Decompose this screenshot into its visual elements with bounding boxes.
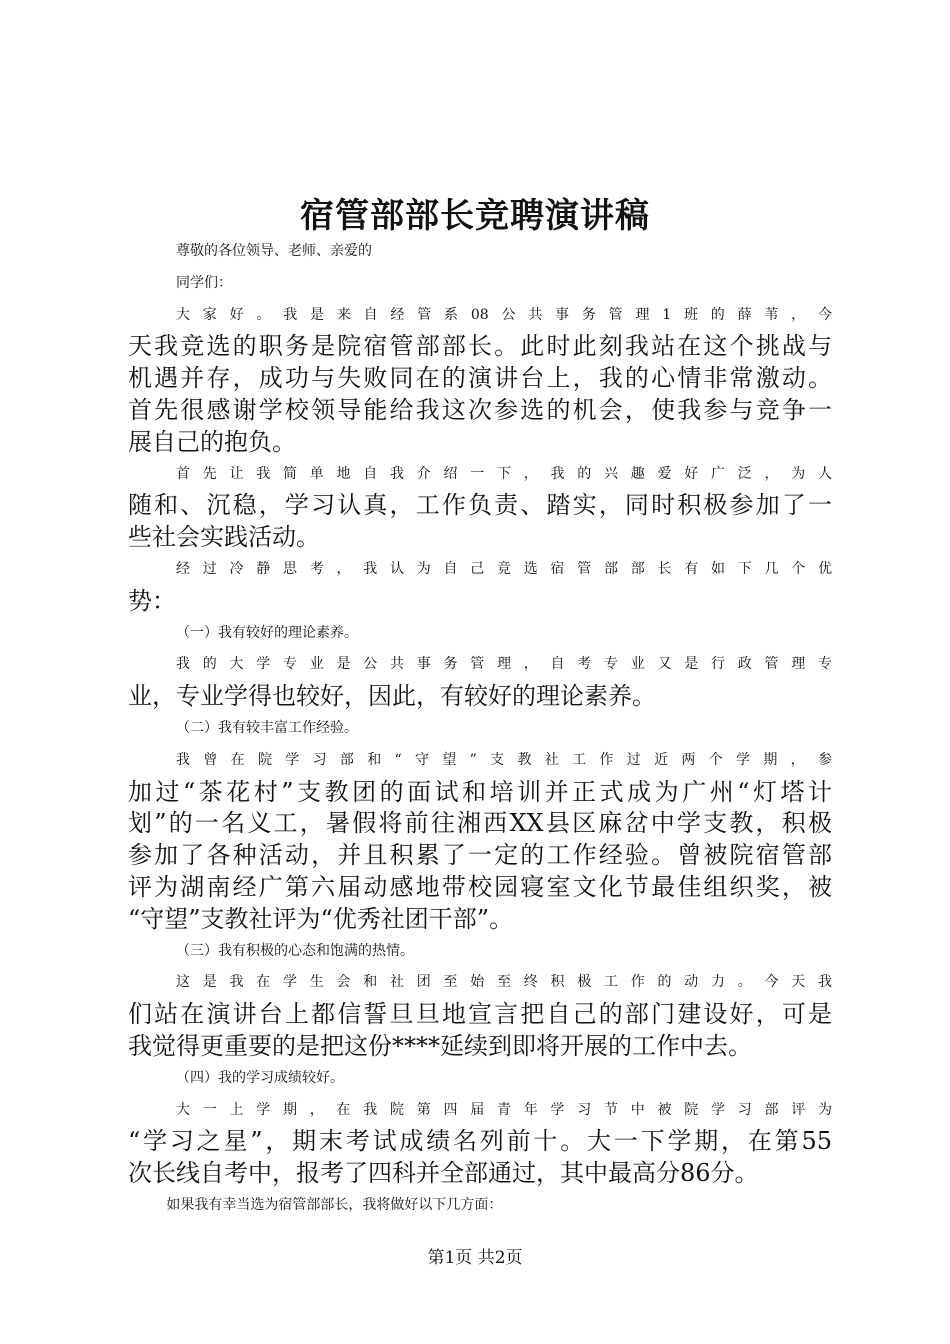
text-line: 我曾在院学习部和“守望”支教社工作过近两个学期，参 (176, 751, 832, 768)
text-line: 大家好。我是来自经管系08公共事务管理1班的薛苇，今 (176, 306, 832, 323)
text-line: 我觉得更重要的是把这份****延续到即将开展的工作中去。 (128, 1031, 752, 1060)
text-line: 些社会实践活动。 (128, 523, 320, 552)
text-line: （三）我有积极的心态和饱满的热情。 (176, 942, 414, 959)
text-line: 势： (128, 586, 176, 615)
text-line: “学习之星”，期末考试成绩名列前十。大一下学期，在第55 (128, 1127, 832, 1156)
text-line: 机遇并存，成功与失败同在的演讲台上，我的心情非常激动。 (128, 364, 832, 393)
text-line: 业，专业学得也较好，因此，有较好的理论素养。 (128, 682, 656, 711)
document-body (128, 236, 832, 1222)
text-line: 同学们： (176, 274, 232, 291)
text-line: 评为湖南经广第六届动感地带校园寝室文化节最佳组织奖，被 (128, 872, 832, 901)
text-line: （四）我的学习成绩较好。 (176, 1069, 344, 1086)
text-line: （二）我有较丰富工作经验。 (176, 719, 358, 736)
text-line: （一）我有较好的理论素养。 (176, 624, 358, 641)
text-line: 如果我有幸当选为宿管部部长，我将做好以下几方面： (166, 1196, 503, 1213)
text-line: 加过“茶花村”支教团的面试和培训并正式成为广州“灯塔计 (128, 777, 832, 806)
text-line: 大一上学期，在我院第四届青年学习节中被院学习部评为 (176, 1101, 832, 1118)
document-title: 宿管部部长竞聘演讲稿 (300, 196, 650, 236)
text-line: 划”的一名义工，暑假将前往湘西XX县区麻岔中学支教，积极 (128, 809, 832, 838)
text-line: 天我竞选的职务是院宿管部部长。此时此刻我站在这个挑战与 (128, 332, 832, 361)
text-line: 参加了各种活动，并且积累了一定的工作经验。曾被院宿管部 (128, 841, 832, 870)
text-line: 首先很感谢学校领导能给我这次参选的机会，使我参与竞争一 (128, 395, 832, 424)
text-line: 们站在演讲台上都信誓旦旦地宣言把自己的部门建设好，可是 (128, 1000, 832, 1029)
text-line: 经过冷静思考，我认为自己竞选宿管部部长有如下几个优 (176, 560, 832, 577)
text-line: 次长线自考中，报考了四科并全部通过，其中最高分86分。 (128, 1159, 759, 1188)
text-line: 这是我在学生会和社团至始至终积极工作的动力。今天我 (176, 974, 832, 991)
text-line: “守望”支教社评为“优秀社团干部”。 (128, 904, 514, 933)
text-line: 随和、沉稳，学习认真，工作负责、踏实，同时积极参加了一 (128, 491, 832, 520)
text-line: 展自己的抱负。 (128, 427, 296, 456)
text-line: 首先让我简单地自我介绍一下，我的兴趣爱好广泛，为人 (176, 465, 832, 482)
text-line: 尊敬的各位领导、老师、亲爱的 (176, 243, 372, 259)
text-line: 我的大学专业是公共事务管理，自考专业又是行政管理专 (176, 656, 832, 673)
page-footer: 第1页 共2页 (427, 1248, 523, 1268)
